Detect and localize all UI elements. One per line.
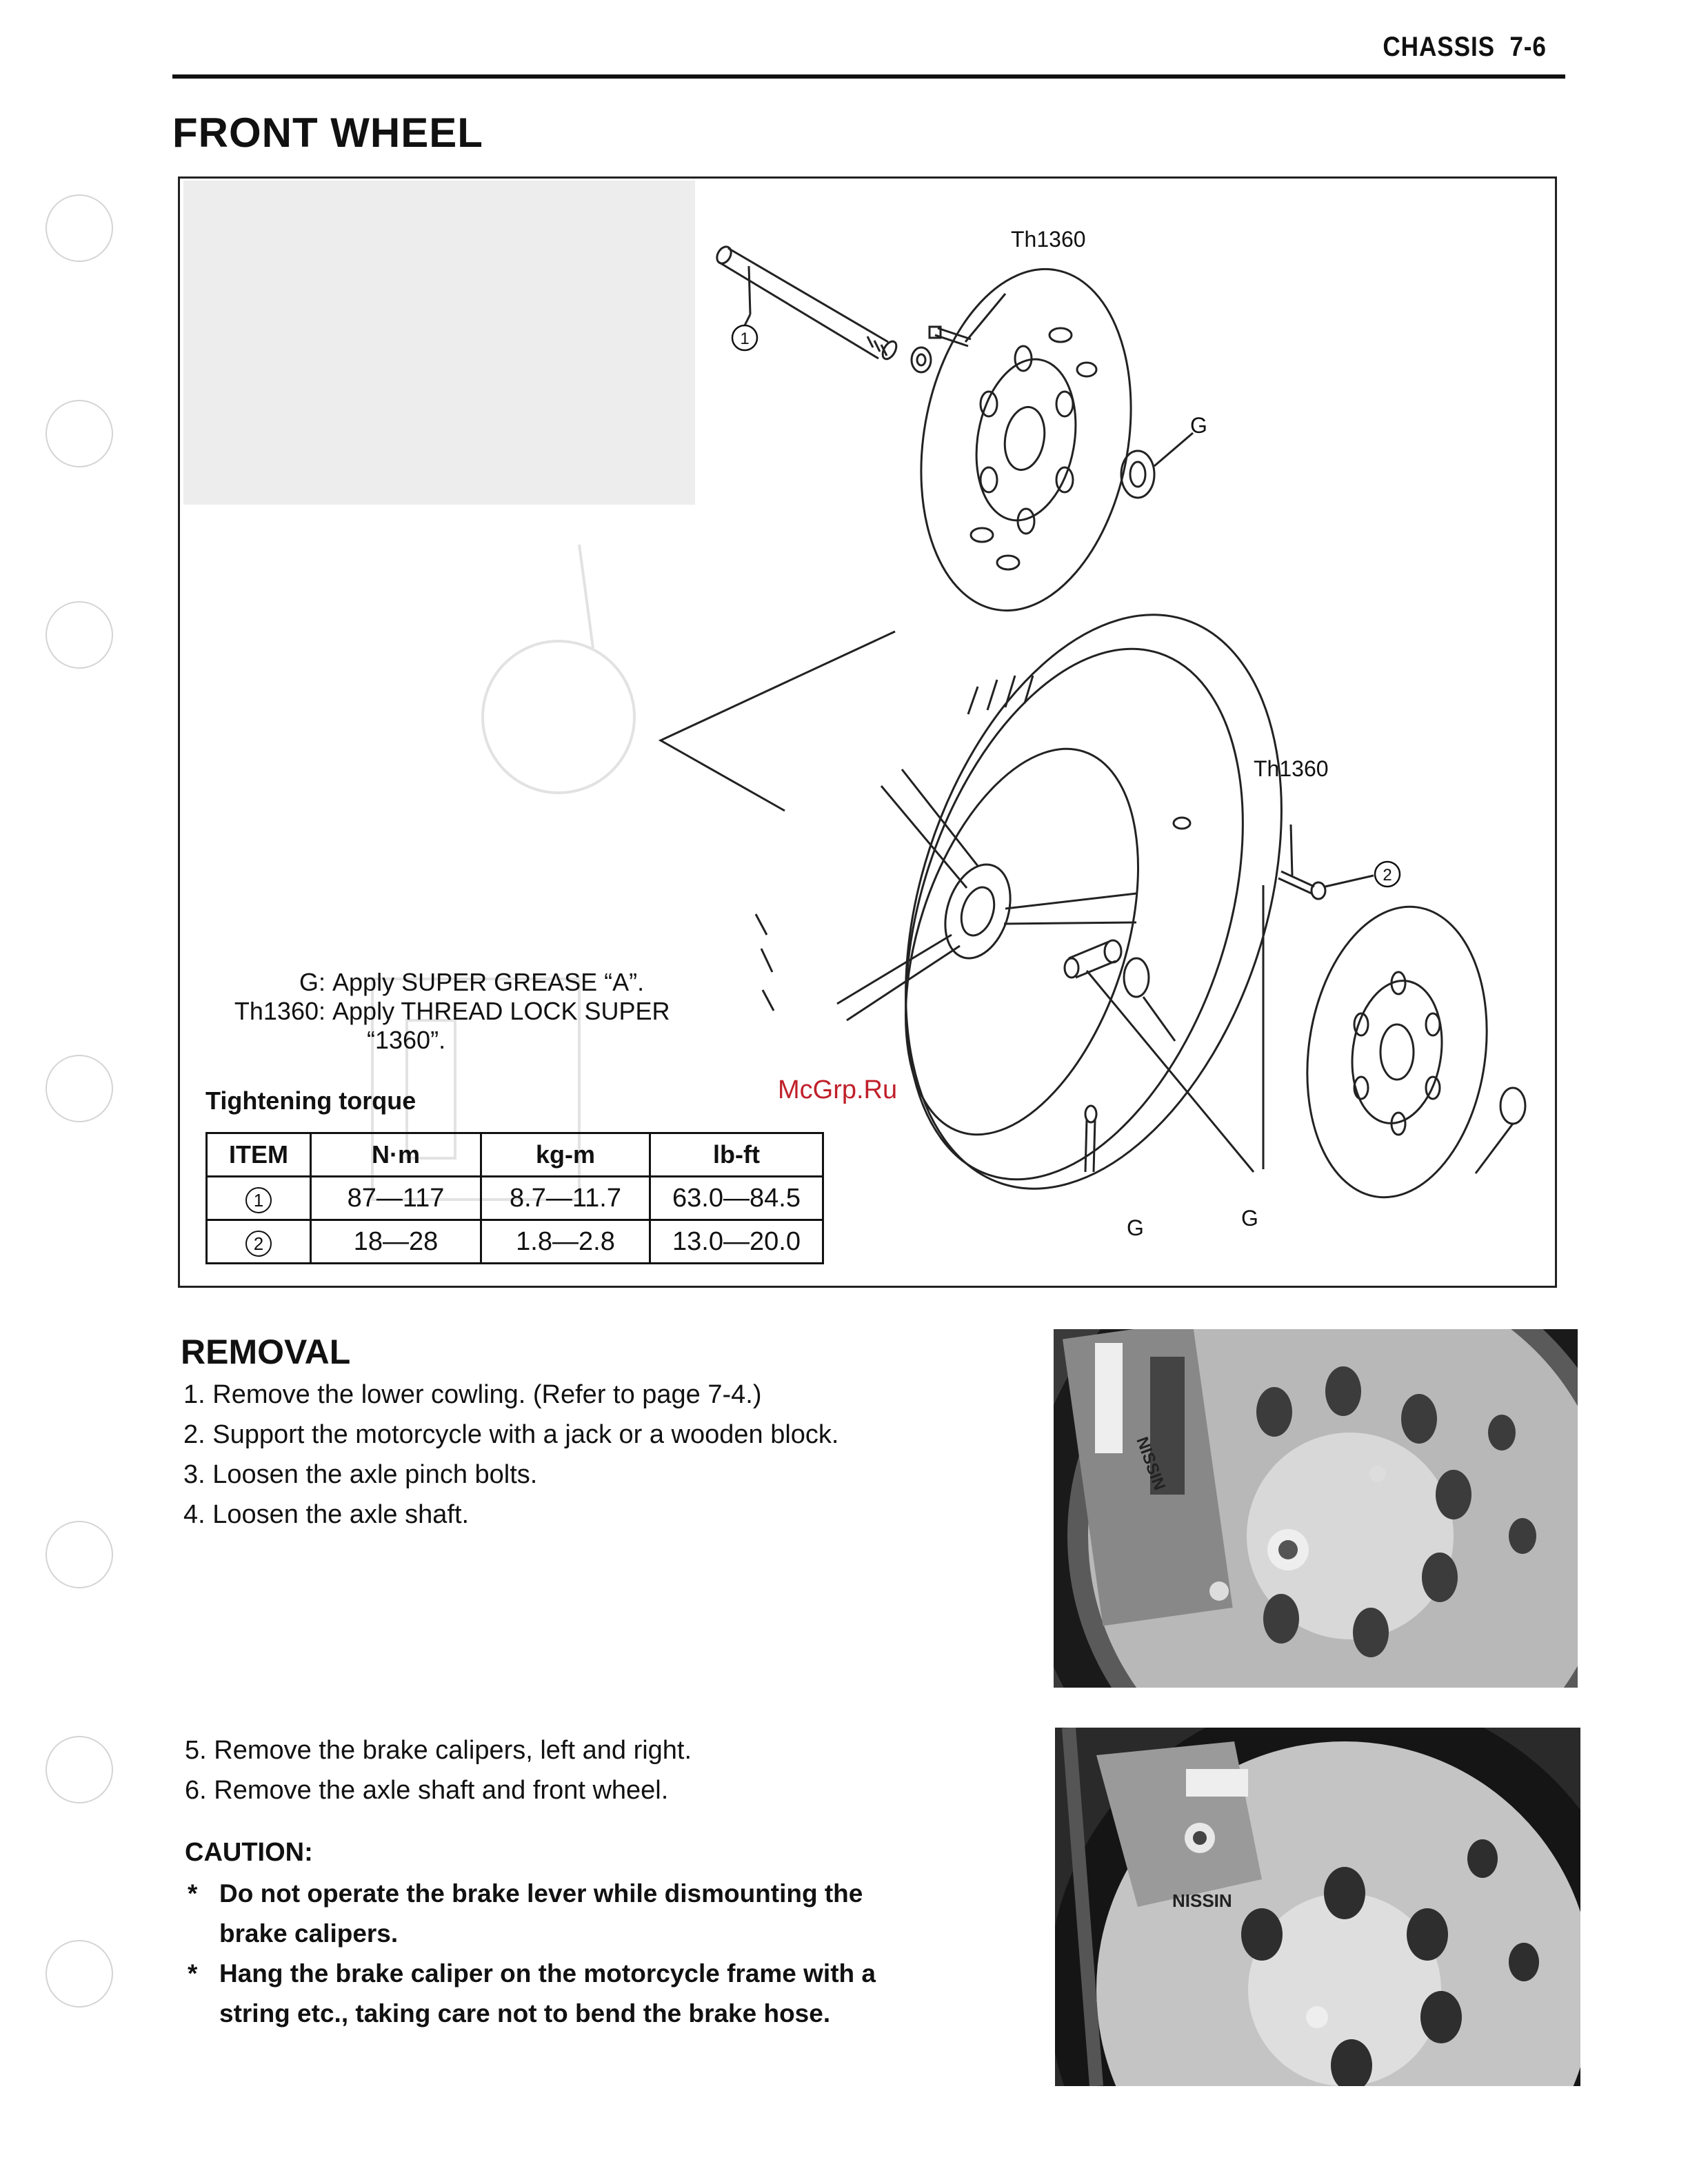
bullet-mark: * bbox=[188, 1879, 198, 1908]
nm-cell: 87—117 bbox=[311, 1177, 481, 1220]
binder-hole bbox=[46, 1736, 113, 1803]
legend-key: G bbox=[299, 968, 319, 996]
column-header: kg-m bbox=[481, 1133, 650, 1177]
caution-item bbox=[188, 1874, 1043, 1954]
binder-hole bbox=[46, 1940, 113, 2008]
legend-key bbox=[200, 1026, 319, 1055]
step-3: 3. Loosen the axle pinch bolts. bbox=[183, 1460, 538, 1489]
valve-cap bbox=[1174, 818, 1190, 829]
torque-label: Tightening torque bbox=[205, 1086, 416, 1115]
binder-hole bbox=[46, 601, 113, 669]
torque-table bbox=[205, 1132, 824, 1264]
item-cell bbox=[207, 1220, 311, 1264]
exploded-wheel-diagram bbox=[178, 176, 1557, 1288]
caution-item bbox=[188, 1954, 1043, 2034]
header-rule bbox=[172, 74, 1565, 79]
kgm-cell: 1.8—2.8 bbox=[481, 1220, 650, 1264]
legend-key: Th1360 bbox=[234, 997, 319, 1025]
dust-seal bbox=[1121, 433, 1193, 498]
legend-row bbox=[200, 968, 670, 997]
legend-value: Apply THREAD LOCK SUPER bbox=[332, 997, 670, 1025]
caution-line: string etc., taking care not to bend the brake hose. bbox=[219, 1999, 831, 2028]
callout-g-spacer: G bbox=[1127, 1215, 1144, 1240]
removal-steps bbox=[183, 1375, 1052, 1535]
bullet-mark: * bbox=[188, 1959, 198, 1988]
binder-hole bbox=[46, 400, 113, 467]
kgm-cell: 8.7—11.7 bbox=[481, 1177, 650, 1220]
brake-disc-left bbox=[896, 252, 1156, 627]
nm-cell: 18—28 bbox=[311, 1220, 481, 1264]
disc-bolt-lower bbox=[1278, 825, 1374, 899]
caution-line: brake calipers. bbox=[219, 1919, 399, 1948]
page-title: FRONT WHEEL bbox=[172, 110, 483, 156]
legend-value: “1360”. bbox=[367, 1026, 446, 1054]
step-4: 4. Loosen the axle shaft. bbox=[183, 1500, 470, 1529]
caution-title: CAUTION: bbox=[185, 1838, 313, 1867]
legend-row bbox=[200, 997, 670, 1026]
legend-separator: : bbox=[319, 968, 326, 996]
section-name: CHASSIS bbox=[1383, 32, 1496, 62]
removal-steps-continued bbox=[185, 1730, 1033, 1810]
caution-list bbox=[188, 1874, 1043, 2034]
brake-disc-right bbox=[1289, 895, 1505, 1209]
lbft-cell: 13.0—20.0 bbox=[650, 1220, 823, 1264]
column-header: lb-ft bbox=[650, 1133, 823, 1177]
callout-g-hub: G bbox=[1241, 1206, 1258, 1231]
hub-collar bbox=[1476, 1088, 1525, 1173]
step-6: 6. Remove the axle shaft and front wheel. bbox=[185, 1776, 669, 1805]
binder-hole bbox=[46, 194, 113, 262]
page-header bbox=[1383, 32, 1547, 63]
callout-g-seal: G bbox=[1190, 413, 1207, 438]
assembly-line bbox=[661, 631, 895, 811]
page-number: 7-6 bbox=[1509, 32, 1547, 62]
air-valve bbox=[1085, 1106, 1096, 1172]
assembly-line bbox=[1087, 971, 1254, 1172]
item-cell bbox=[207, 1177, 311, 1220]
callout-th1360-lower: Th1360 bbox=[1254, 756, 1329, 781]
photo-caliper-removal bbox=[1055, 1728, 1580, 2086]
legend-separator: : bbox=[319, 997, 326, 1025]
removal-title: REMOVAL bbox=[181, 1333, 351, 1371]
legend bbox=[200, 968, 670, 1055]
callout-th1360-upper: Th1360 bbox=[1011, 227, 1086, 252]
speedometer-gearbox-seal bbox=[1124, 958, 1175, 1041]
table-row bbox=[207, 1177, 823, 1220]
photo-brake-disc bbox=[1054, 1329, 1578, 1688]
caliper-brand-text: NISSIN bbox=[1172, 1890, 1232, 1911]
binder-hole bbox=[46, 1055, 113, 1122]
watermark: McGrp.Ru bbox=[778, 1075, 898, 1104]
item-number: 1 bbox=[245, 1187, 272, 1213]
step-1: 1. Remove the lower cowling. (Refer to page 7-4.) bbox=[183, 1380, 762, 1409]
step-5: 5. Remove the brake calipers, left and right. bbox=[185, 1736, 692, 1765]
legend-row bbox=[200, 1026, 670, 1055]
step-2: 2. Support the motorcycle with a jack or a wooden block. bbox=[183, 1420, 839, 1449]
callout-item-1: 1 bbox=[740, 330, 750, 348]
wheel-spacer bbox=[1065, 940, 1121, 978]
table-row bbox=[207, 1220, 823, 1264]
lbft-cell: 63.0—84.5 bbox=[650, 1177, 823, 1220]
callout-leader bbox=[745, 314, 750, 325]
caution-line: Do not operate the brake lever while dismounting the bbox=[219, 1879, 863, 1908]
column-header: ITEM bbox=[207, 1133, 311, 1177]
column-header: N·m bbox=[311, 1133, 481, 1177]
caution-line: Hang the brake caliper on the motorcycle frame with a bbox=[219, 1959, 876, 1988]
binder-hole bbox=[46, 1521, 113, 1588]
front-tire bbox=[756, 567, 1349, 1237]
item-number: 2 bbox=[245, 1231, 272, 1257]
wheel-spokes bbox=[837, 769, 1136, 1020]
caliper-brand-text: NISSIN bbox=[1132, 1434, 1169, 1493]
legend-value: Apply SUPER GREASE “A”. bbox=[332, 968, 645, 996]
callout-item-2: 2 bbox=[1383, 866, 1392, 884]
table-header-row bbox=[207, 1133, 823, 1177]
